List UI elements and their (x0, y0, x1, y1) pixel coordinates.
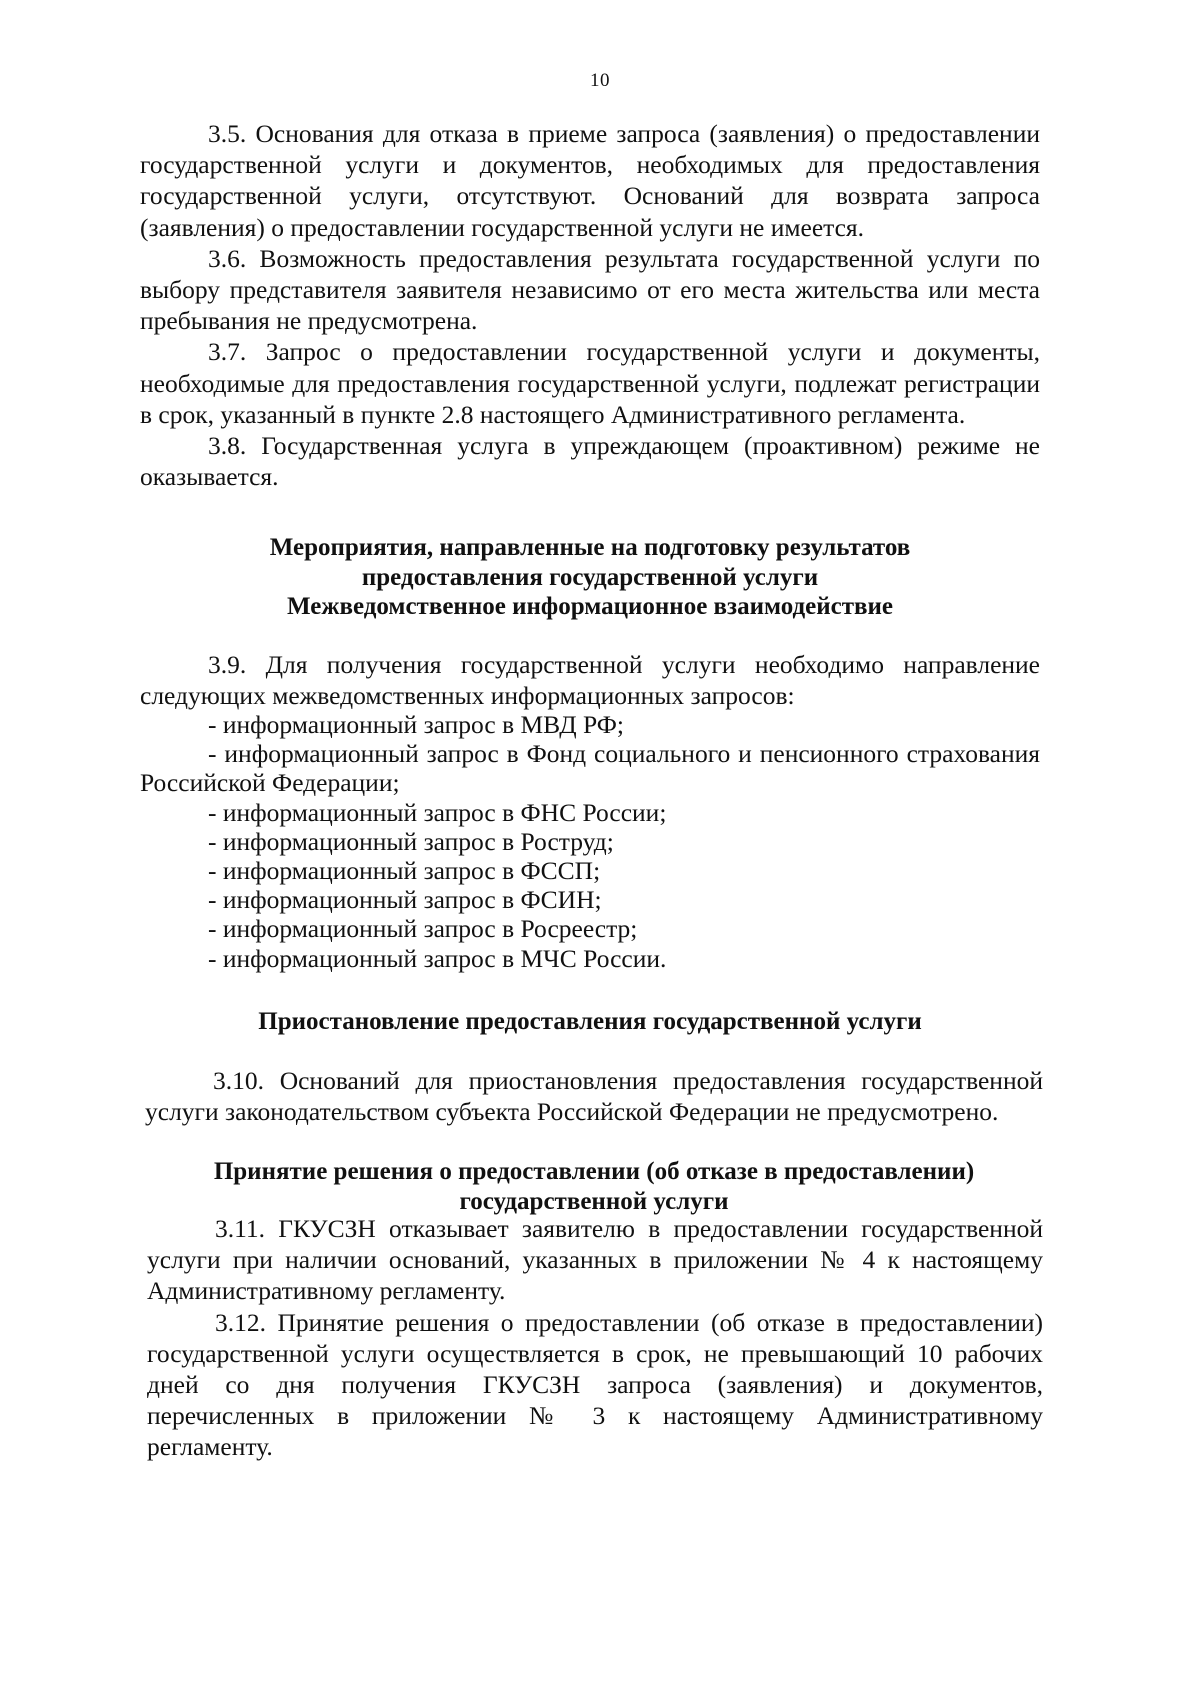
heading-measures (140, 533, 1040, 622)
list-item: - информационный запрос в МЧС России. (208, 943, 667, 973)
section-top-paragraphs (140, 118, 1040, 492)
paragraph-3-12: 3.12. Принятие решения о предоставлении (об отказе в предоставлении) государственной услуги осуществляется в срок, не превышающий 10 рабочих дней со дня получения ГКУСЗН запроса (заявления) и документов, перечисленных в приложении № 3 к настоящему Административному регламенту. (147, 1307, 1043, 1462)
heading-measures-line-3: Межведомственное информационное взаимодействие (287, 593, 893, 620)
list-item: - информационный запрос в Росреестр; (208, 914, 638, 944)
paragraph-3-11: 3.11. ГКУСЗН отказывает заявителю в предоставлении государственной услуги при наличии оснований, указанных в приложении № 4 к настоящему Административному регламенту. (147, 1214, 1043, 1306)
paragraph-3-8: 3.8. Государственная услуга в упреждающем (проактивном) режиме не оказывается. (140, 431, 1040, 492)
paragraph-3-9: 3.9. Для получения государственной услуги необходимо направление следующих межведомственных информационных запросов: (140, 650, 1040, 711)
list-item: - информационный запрос в Фонд социального и пенсионного страхования Российской Федерации; (140, 739, 1040, 798)
heading-measures-line-1: Мероприятия, направленные на подготовку результатов (269, 534, 911, 561)
requests-list (140, 710, 1040, 973)
list-item: - информационный запрос в ФССП; (208, 856, 601, 886)
heading-decision (145, 1157, 1043, 1216)
heading-decision-line-2: государственной услуги (459, 1187, 729, 1215)
list-item: - информационный запрос в Роструд; (208, 826, 614, 856)
paragraph-3-7: 3.7. Запрос о предоставлении государственной услуги и документы, необходимые для предоставления государственной услуги, подлежат регистрации в срок, указанный в пункте 2.8 настоящего Административного регламента. (140, 337, 1040, 429)
paragraph-3-6: 3.6. Возможность предоставления результата государственной услуги по выбору представителя заявителя независимо от его места жительства или места пребывания не предусмотрена. (140, 243, 1040, 336)
heading-suspension (140, 1007, 1040, 1037)
section-decision-paragraphs (147, 1213, 1043, 1463)
heading-decision-line-1: Принятие решения о предоставлении (об отказе в предоставлении) (213, 1158, 975, 1185)
section-3-9 (140, 649, 1040, 711)
heading-suspension-line: Приостановление предоставления государственной услуги (258, 1008, 922, 1035)
heading-measures-line-2: предоставления государственной услуги (361, 563, 819, 591)
list-item: - информационный запрос в МВД РФ; (208, 710, 624, 739)
page-number: 10 (590, 70, 610, 91)
list-item: - информационный запрос в ФСИН; (208, 885, 602, 915)
paragraph-3-10: 3.10. Оснований для приостановления предоставления государственной услуги законодательством субъекта Российской Федерации не предусмотрено. (145, 1066, 1043, 1127)
list-item: - информационный запрос в ФНС России; (208, 797, 667, 827)
section-3-10 (145, 1065, 1043, 1127)
paragraph-3-5: 3.5. Основания для отказа в приеме запроса (заявления) о предоставлении государственной услуги и документов, необходимых для предоставления государственной услуги, отсутствуют. Оснований для возврата запроса (заявления) о предоставлении государственной услуги не имеется. (140, 119, 1040, 242)
